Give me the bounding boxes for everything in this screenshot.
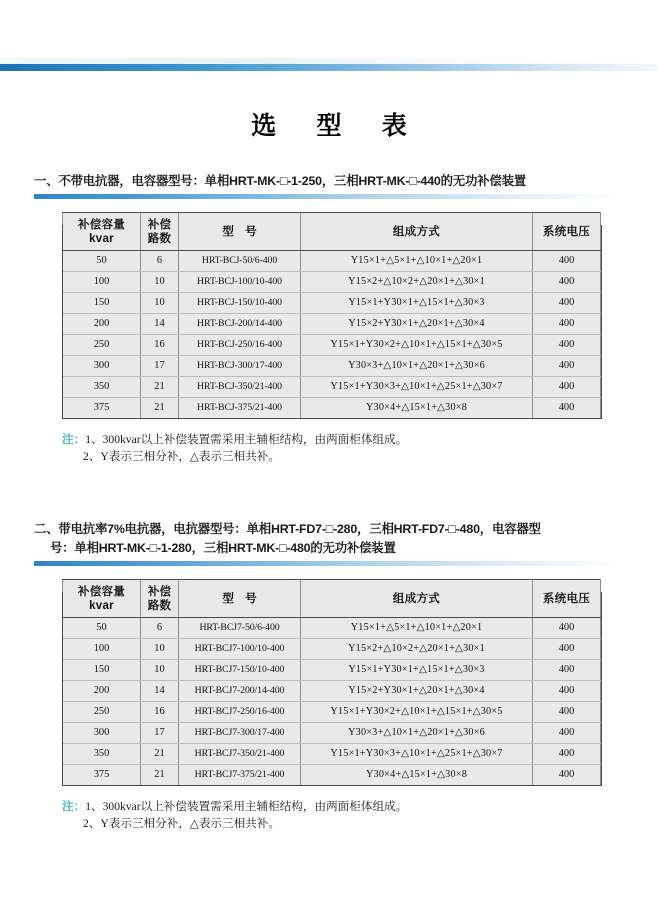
cell-composition: Y15×1+Y30×1+△15×1+△30×3 [301,660,533,681]
selection-table-one [62,212,601,419]
note-label: 注： [62,800,86,813]
table-row [63,356,601,377]
cell-voltage: 400 [533,398,601,419]
cell-voltage: 400 [533,660,601,681]
section-two [0,520,658,832]
cell-capacity: 100 [63,639,141,660]
cell-model: HRT-BCJ7-300/17-400 [179,723,301,744]
section-two-heading-rule [34,561,620,566]
th-capacity [63,580,141,618]
cell-routes: 16 [141,702,179,723]
cell-capacity: 375 [63,398,141,419]
cell-capacity: 350 [63,744,141,765]
cell-model: HRT-BCJ-375/21-400 [179,398,301,419]
cell-model: HRT-BCJ7-50/6-400 [179,618,301,639]
cell-voltage: 400 [533,377,601,398]
cell-routes: 6 [141,618,179,639]
cell-capacity: 50 [63,618,141,639]
cell-model: HRT-BCJ-200/14-400 [179,314,301,335]
cell-routes: 14 [141,681,179,702]
top-banner-decoration [0,58,658,71]
cell-routes: 10 [141,272,179,293]
table-two-body [63,618,601,786]
cell-model: HRT-BCJ-250/16-400 [179,335,301,356]
th-capacity-line1: 补偿容量 [77,585,126,598]
cell-composition: Y15×1+Y30×3+△10×1+△25×1+△30×7 [301,377,533,398]
cell-voltage: 400 [533,681,601,702]
th-capacity-line1: 补偿容量 [77,218,126,231]
table-row [63,251,601,272]
cell-composition: Y30×3+△10×1+△20×1+△30×6 [301,723,533,744]
section-two-table-wrap [0,579,658,786]
section-two-heading-line1: 二、带电抗率7%电抗器，电抗器型号：单相HRT-FD7-□-280，三相HRT-FD7-□-480，电容器型 [34,522,541,536]
cell-voltage: 400 [533,744,601,765]
cell-routes: 6 [141,251,179,272]
th-routes-line2: 路数 [147,232,172,245]
cell-composition: Y30×4+△15×1+△30×8 [301,398,533,419]
cell-capacity: 200 [63,681,141,702]
note-text-1: 1、300kvar以上补偿装置需采用主辅柜结构，由两面柜体组成。 [85,800,408,813]
table-row [63,335,601,356]
cell-capacity: 150 [63,293,141,314]
cell-capacity: 300 [63,723,141,744]
cell-model: HRT-BCJ7-350/21-400 [179,744,301,765]
cell-voltage: 400 [533,702,601,723]
cell-voltage: 400 [533,723,601,744]
cell-capacity: 200 [63,314,141,335]
cell-model: HRT-BCJ-350/21-400 [179,377,301,398]
cell-composition: Y30×3+△10×1+△20×1+△30×6 [301,356,533,377]
cell-capacity: 375 [63,765,141,786]
note-text-1: 1、300kvar以上补偿装置需采用主辅柜结构，由两面柜体组成。 [85,433,408,446]
note-label: 注： [62,433,86,446]
section-two-notes [0,798,658,832]
section-one-table-wrap [0,212,658,419]
cell-routes: 14 [141,314,179,335]
cell-voltage: 400 [533,765,601,786]
th-routes [141,580,179,618]
table-header-row [63,580,601,618]
table-row [63,681,601,702]
cell-composition: Y15×2+△10×2+△20×1+△30×1 [301,639,533,660]
cell-routes: 10 [141,639,179,660]
table-row [63,660,601,681]
table-one-header [63,213,601,251]
cell-voltage: 400 [533,356,601,377]
table-row [63,618,601,639]
cell-voltage: 400 [533,314,601,335]
th-capacity-line2: kvar [89,599,114,612]
section-two-heading [0,520,658,558]
table-row [63,377,601,398]
cell-model: HRT-BCJ7-200/14-400 [179,681,301,702]
cell-model: HRT-BCJ-300/17-400 [179,356,301,377]
cell-routes: 16 [141,335,179,356]
cell-model: HRT-BCJ7-150/10-400 [179,660,301,681]
cell-routes: 10 [141,660,179,681]
th-routes-line1: 补偿 [147,218,172,231]
cell-routes: 21 [141,377,179,398]
page-title: 选 型 表 [251,113,424,140]
cell-composition: Y15×2+Y30×1+△20×1+△30×4 [301,314,533,335]
cell-routes: 10 [141,293,179,314]
table-row [63,723,601,744]
note-line-2 [62,815,658,832]
banner-lower-bar [0,64,658,71]
note-text-2: 2、Y表示三相分补，△表示三相共补。 [83,817,280,830]
cell-composition: Y15×1+Y30×1+△15×1+△30×3 [301,293,533,314]
th-model: 型 号 [179,213,301,251]
th-voltage: 系统电压 [533,213,601,251]
section-two-heading-line2: 号：单相HRT-MK-□-1-280，三相HRT-MK-□-480的无功补偿装置 [50,541,396,555]
cell-capacity: 350 [63,377,141,398]
cell-capacity: 250 [63,335,141,356]
cell-routes: 21 [141,398,179,419]
cell-model: HRT-BCJ7-250/16-400 [179,702,301,723]
cell-model: HRT-BCJ7-100/10-400 [179,639,301,660]
cell-voltage: 400 [533,618,601,639]
cell-composition: Y15×2+△10×2+△20×1+△30×1 [301,272,533,293]
th-routes [141,213,179,251]
th-model: 型 号 [179,580,301,618]
note-text-2: 2、Y表示三相分补，△表示三相共补。 [83,450,280,463]
cell-voltage: 400 [533,335,601,356]
section-one-notes [0,431,658,465]
table-header-row [63,213,601,251]
table-row [63,272,601,293]
cell-composition: Y15×1+△5×1+△10×1+△20×1 [301,251,533,272]
cell-composition: Y15×1+△5×1+△10×1+△20×1 [301,618,533,639]
cell-composition: Y30×4+△15×1+△30×8 [301,765,533,786]
cell-voltage: 400 [533,251,601,272]
table-row [63,314,601,335]
cell-routes: 21 [141,765,179,786]
cell-capacity: 250 [63,702,141,723]
th-capacity [63,213,141,251]
th-capacity-line2: kvar [89,232,114,245]
th-composition: 组成方式 [301,213,533,251]
cell-composition: Y15×1+Y30×2+△10×1+△15×1+△30×5 [301,335,533,356]
cell-composition: Y15×1+Y30×3+△10×1+△25×1+△30×7 [301,744,533,765]
table-row [63,293,601,314]
cell-voltage: 400 [533,639,601,660]
table-row [63,765,601,786]
th-routes-line2: 路数 [147,599,172,612]
cell-model: HRT-BCJ7-375/21-400 [179,765,301,786]
section-one-heading [0,172,658,191]
th-voltage: 系统电压 [533,580,601,618]
table-row [63,744,601,765]
section-one [0,172,658,465]
cell-voltage: 400 [533,293,601,314]
cell-composition: Y15×2+Y30×1+△20×1+△30×4 [301,681,533,702]
table-row [63,639,601,660]
table-row [63,398,601,419]
note-line-2 [62,448,658,465]
note-line-1 [62,431,658,448]
note-line-1 [62,798,658,815]
cell-model: HRT-BCJ-50/6-400 [179,251,301,272]
table-two-header [63,580,601,618]
cell-capacity: 100 [63,272,141,293]
cell-capacity: 50 [63,251,141,272]
cell-composition: Y15×1+Y30×2+△10×1+△15×1+△30×5 [301,702,533,723]
cell-model: HRT-BCJ-150/10-400 [179,293,301,314]
cell-capacity: 300 [63,356,141,377]
cell-routes: 17 [141,723,179,744]
th-routes-line1: 补偿 [147,585,172,598]
table-row [63,702,601,723]
section-one-heading-rule [34,194,620,199]
section-one-heading-line1: 一、不带电抗器，电容器型号：单相HRT-MK-□-1-250，三相HRT-MK-□-440的无功补偿装置 [34,174,526,188]
cell-model: HRT-BCJ-100/10-400 [179,272,301,293]
cell-routes: 17 [141,356,179,377]
cell-capacity: 150 [63,660,141,681]
th-composition: 组成方式 [301,580,533,618]
cell-voltage: 400 [533,272,601,293]
selection-table-two [62,579,601,786]
cell-routes: 21 [141,744,179,765]
table-one-body [63,251,601,419]
